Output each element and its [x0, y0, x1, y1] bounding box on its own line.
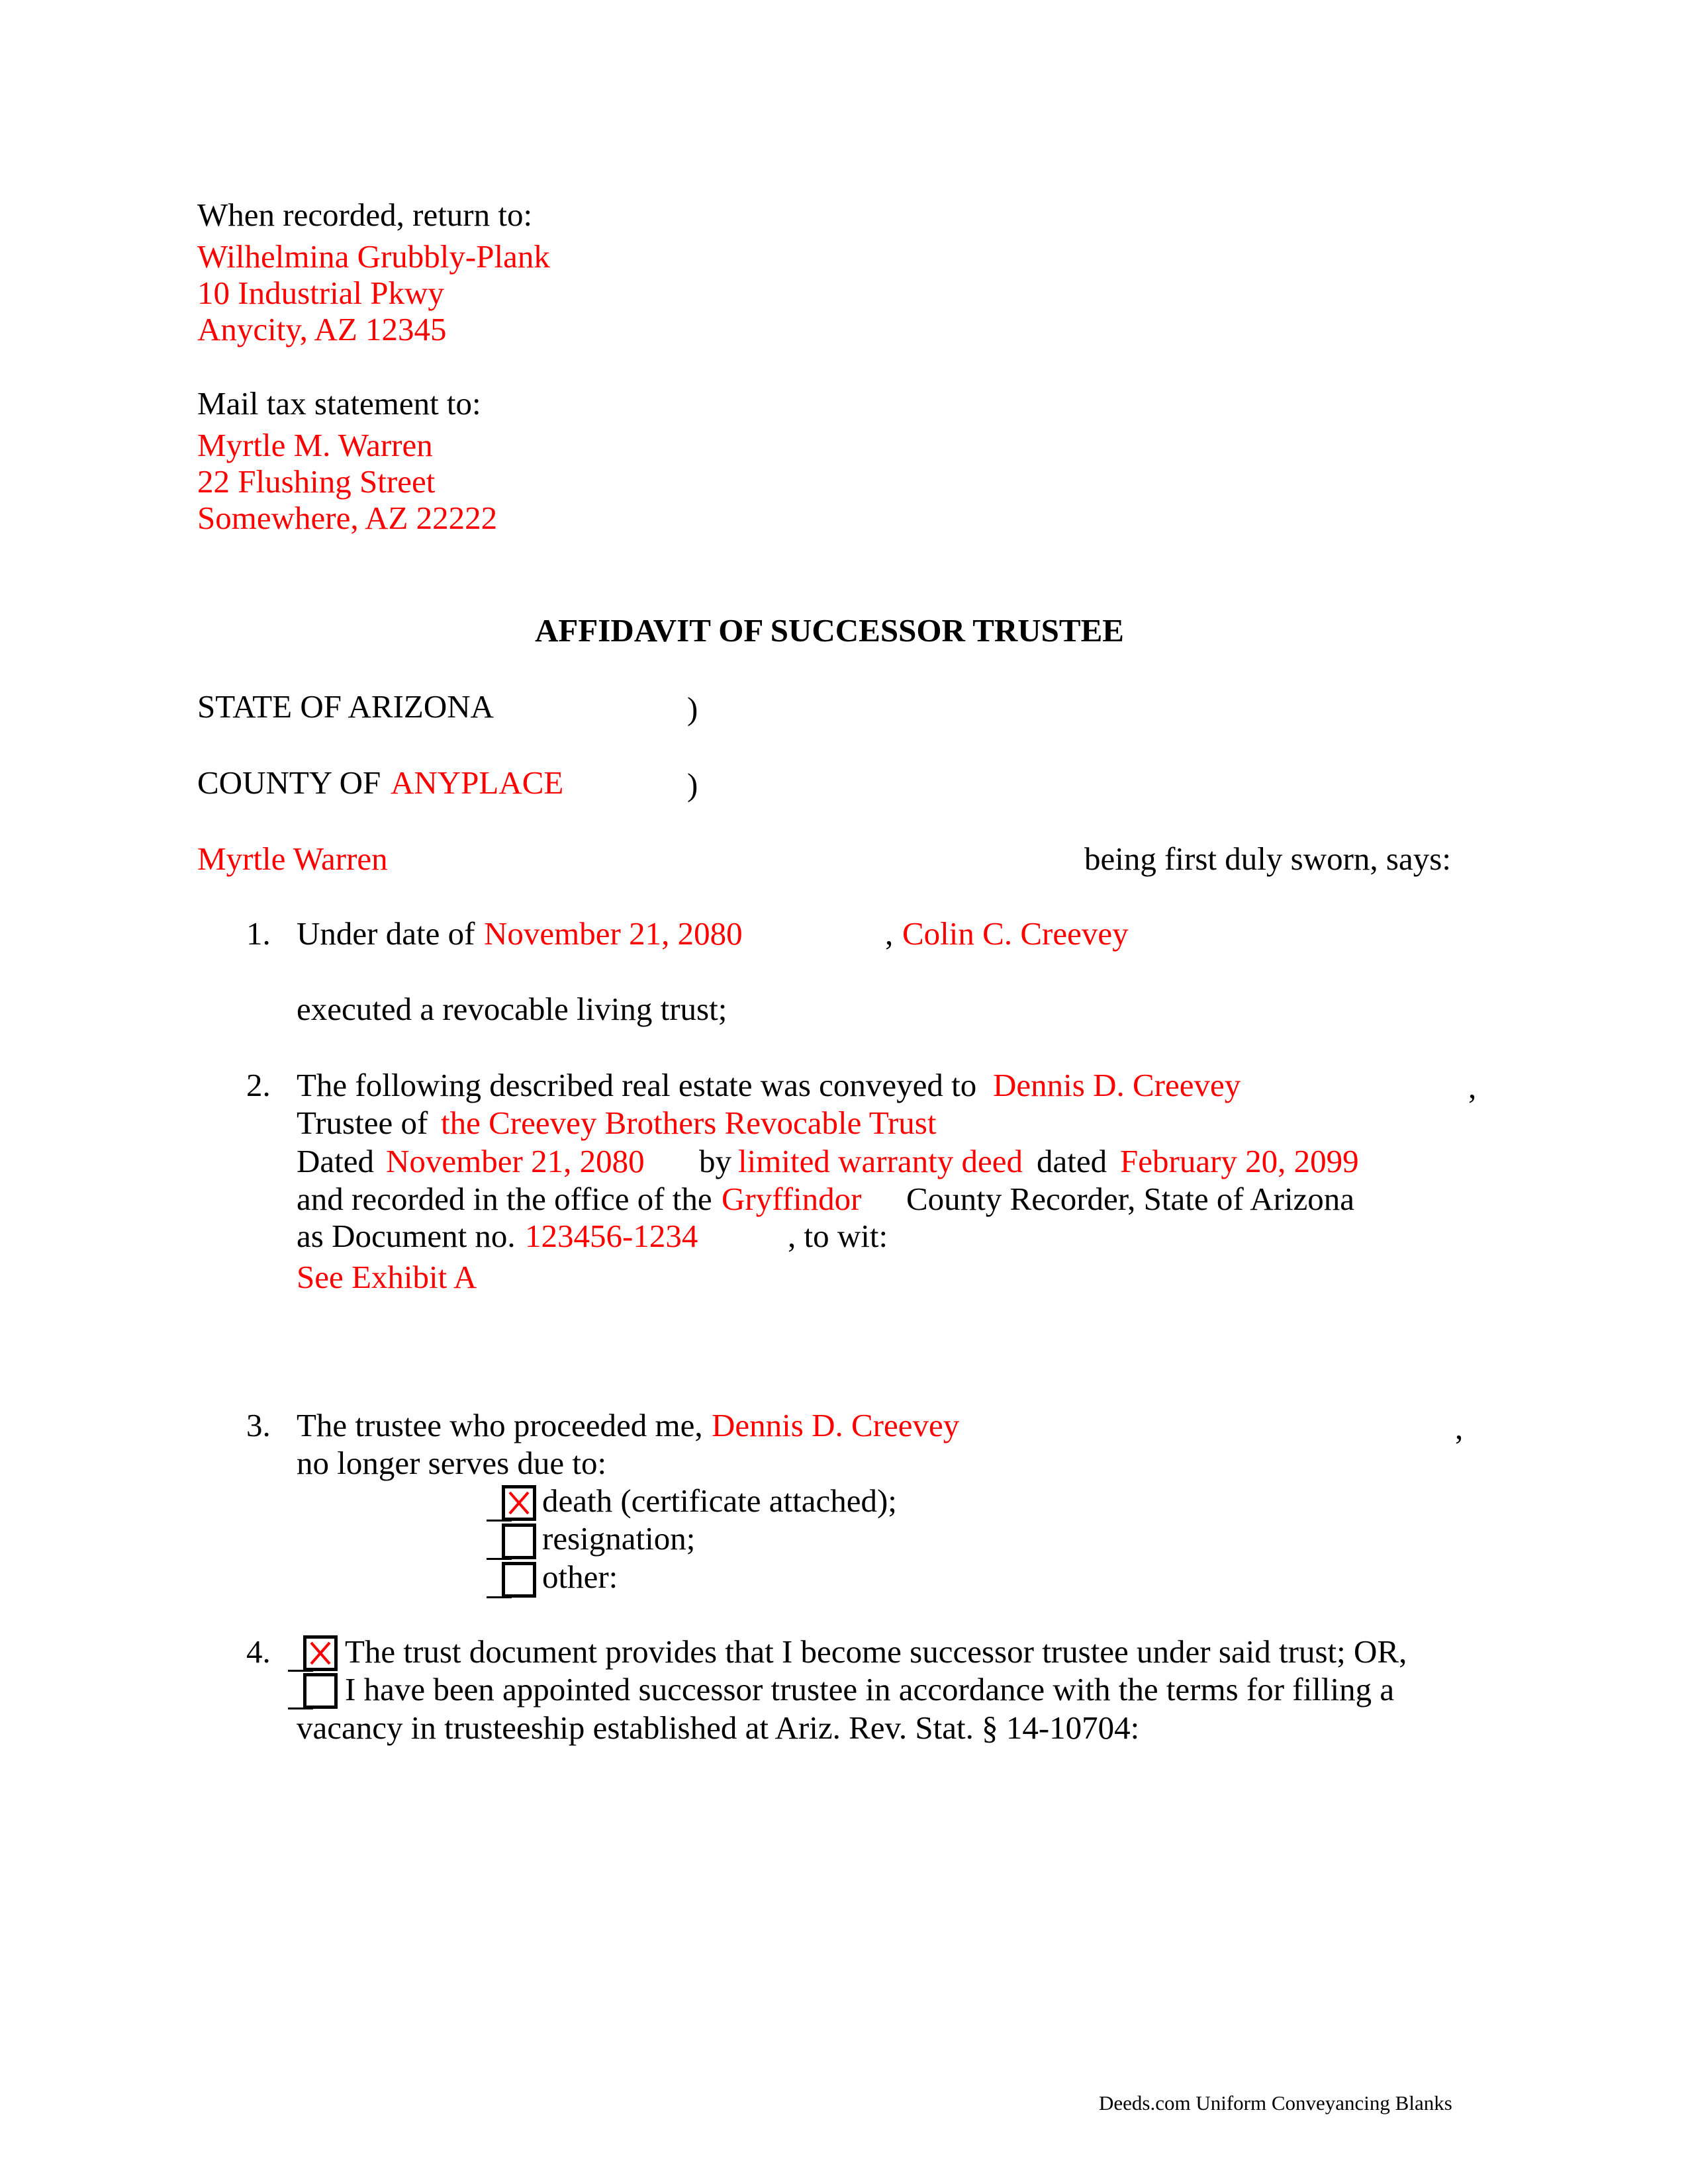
item2-trust-name: the Creevey Brothers Revocable Trust	[441, 1105, 937, 1141]
item1-comma: ,	[885, 915, 894, 952]
item1-settlor: Colin C. Creevey	[902, 915, 1129, 952]
item2-deed-type: limited warranty deed	[738, 1143, 1023, 1179]
item1-number: 1.	[246, 915, 271, 952]
item2-legal-description: See Exhibit A	[297, 1259, 477, 1295]
item2-line1-comma: ,	[1468, 1069, 1477, 1105]
item2-recorded-prefix: and recorded in the office of the	[297, 1181, 712, 1217]
other-checkbox[interactable]	[502, 1562, 536, 1598]
footer-text: Deeds.com Uniform Conveyancing Blanks	[1099, 2091, 1452, 2115]
tax-statement-name: Myrtle M. Warren	[197, 427, 433, 463]
item4-number: 4.	[246, 1633, 271, 1670]
item2-dated-label: Dated	[297, 1143, 374, 1179]
x-mark-icon	[505, 1488, 533, 1518]
tax-statement-label: Mail tax statement to:	[197, 385, 481, 422]
appointed-option-continuation: vacancy in trusteeship established at Ariz. Rev. Stat. § 14-10704:	[297, 1709, 1140, 1746]
return-to-street: 10 Industrial Pkwy	[197, 275, 444, 311]
resignation-option-label: resignation;	[542, 1520, 696, 1557]
item2-line1-prefix: The following described real estate was conveyed to	[297, 1067, 977, 1103]
item2-doc-number: 123456-1234	[525, 1218, 698, 1254]
item2-deed-dated-label: dated	[1037, 1143, 1107, 1179]
item3-number: 3.	[246, 1407, 271, 1443]
sworn-text: being first duly sworn, says:	[1084, 841, 1451, 877]
item2-doc-label: as Document no.	[297, 1218, 516, 1254]
document-title: AFFIDAVIT OF SUCCESSOR TRUSTEE	[535, 612, 1124, 649]
appointed-option-label: I have been appointed successor trustee in accordance with the terms for filling a	[345, 1671, 1395, 1707]
appointed-checkbox[interactable]	[303, 1673, 338, 1709]
return-to-label: When recorded, return to:	[197, 197, 533, 233]
item2-to-wit: , to wit:	[788, 1218, 888, 1254]
county-value: ANYPLACE	[391, 764, 564, 801]
county-paren: )	[687, 766, 698, 803]
item2-deed-date: February 20, 2099	[1120, 1143, 1359, 1179]
x-mark-icon	[306, 1639, 334, 1668]
item2-trust-date: November 21, 2080	[386, 1143, 645, 1179]
item1-line2: executed a revocable living trust;	[297, 991, 727, 1027]
item1-prefix: Under date of	[297, 915, 475, 952]
item2-number: 2.	[246, 1067, 271, 1103]
death-option-label: death (certificate attached);	[542, 1482, 897, 1519]
item2-county: Gryffindor	[722, 1181, 862, 1217]
other-option-label: other:	[542, 1559, 618, 1595]
trust-document-option-label: The trust document provides that I become successor trustee under said trust; OR,	[345, 1633, 1407, 1670]
item3-comma: ,	[1455, 1410, 1464, 1446]
return-to-name: Wilhelmina Grubbly-Plank	[197, 238, 550, 275]
trust-document-checkbox[interactable]	[303, 1635, 338, 1671]
item3-prefix: The trustee who proceeded me,	[297, 1407, 703, 1443]
tax-statement-street: 22 Flushing Street	[197, 463, 436, 500]
state-paren: )	[687, 690, 698, 727]
item2-by-label: by	[699, 1143, 731, 1179]
item2-grantee: Dennis D. Creevey	[993, 1067, 1241, 1103]
death-checkbox[interactable]	[502, 1485, 536, 1521]
return-to-city: Anycity, AZ 12345	[197, 311, 447, 347]
item1-date: November 21, 2080	[484, 915, 743, 952]
resignation-checkbox[interactable]	[502, 1524, 536, 1559]
item2-trustee-of-label: Trustee of	[297, 1105, 428, 1141]
item2-recorded-suffix: County Recorder, State of Arizona	[906, 1181, 1355, 1217]
state-label: STATE OF ARIZONA	[197, 688, 494, 725]
tax-statement-city: Somewhere, AZ 22222	[197, 500, 498, 536]
item3-prior-trustee: Dennis D. Creevey	[712, 1407, 960, 1443]
item3-line2: no longer serves due to:	[297, 1445, 607, 1481]
affiant-name: Myrtle Warren	[197, 841, 388, 877]
county-label: COUNTY OF	[197, 764, 381, 801]
